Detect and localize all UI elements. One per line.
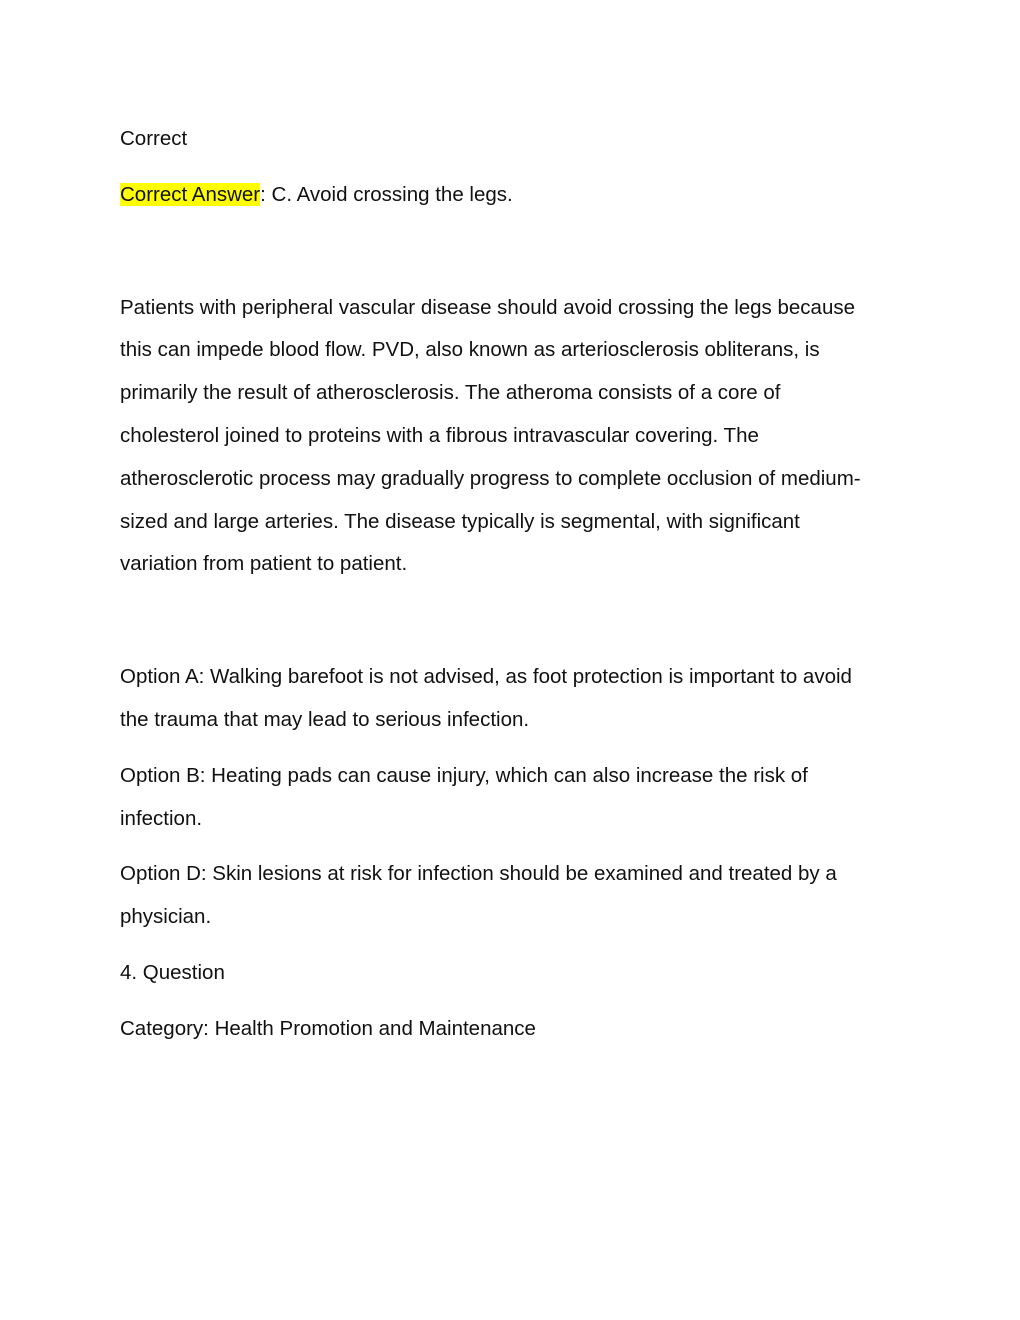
option-line: Option D: Skin lesions at risk for infection should be examined and treated by a: [120, 862, 837, 886]
option-line: infection.: [120, 806, 203, 830]
option-line: Option B: Heating pads can cause injury, which can also increase the risk of: [120, 763, 808, 787]
option-line: Option A: Walking barefoot is not advised, as foot protection is important to avoid: [120, 665, 852, 689]
question-category: Category: Health Promotion and Maintenance: [120, 1016, 536, 1040]
option-a-rationale: [120, 656, 910, 742]
question-heading: 4. Question: [120, 960, 225, 984]
explanation-line: atherosclerotic process may gradually progress to complete occlusion of medium-: [120, 466, 861, 490]
correct-answer-text: : C. Avoid crossing the legs.: [260, 182, 513, 206]
option-b-rationale: [120, 755, 910, 841]
explanation-line: cholesterol joined to proteins with a fibrous intravascular covering. The: [120, 423, 759, 447]
document-content: [120, 118, 910, 1051]
option-line: physician.: [120, 905, 212, 929]
correct-answer: [120, 174, 910, 217]
explanation-line: primarily the result of atherosclerosis. The atheroma consists of a core of: [120, 381, 781, 405]
result-status: Correct: [120, 127, 188, 150]
option-d-rationale: [120, 853, 910, 939]
explanation-paragraph: [120, 287, 910, 587]
explanation-line: sized and large arteries. The disease typically is segmental, with significant: [120, 509, 800, 533]
explanation-line: variation from patient to patient.: [120, 552, 408, 576]
option-line: the trauma that may lead to serious infection.: [120, 707, 530, 731]
correct-answer-label: Correct Answer: [120, 182, 261, 206]
explanation-line: this can impede blood flow. PVD, also known as arteriosclerosis obliterans, is: [120, 338, 820, 362]
explanation-line: Patients with peripheral vascular disease should avoid crossing the legs because: [120, 295, 856, 319]
